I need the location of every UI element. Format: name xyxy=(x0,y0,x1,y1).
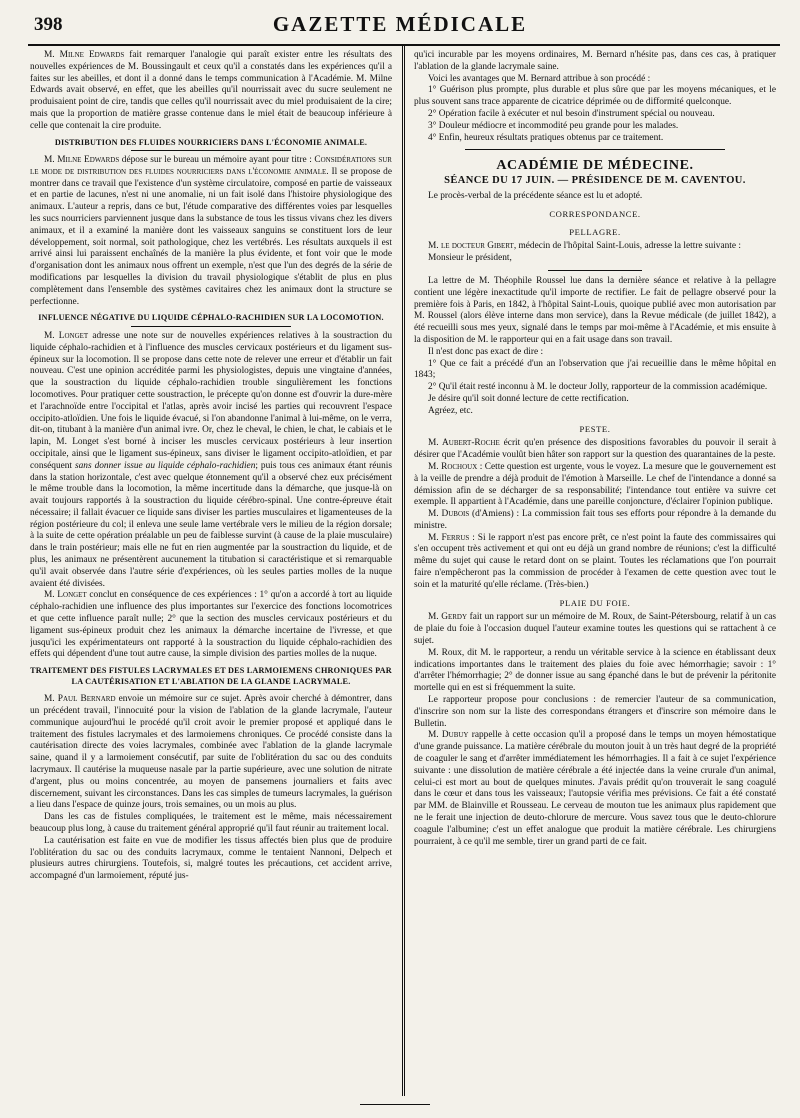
right-column xyxy=(414,50,776,1096)
page-number: 398 xyxy=(34,14,63,35)
subheading-plague: PESTE. xyxy=(579,423,611,434)
paragraph: M. le docteur Gibert, médecin de l'hôpital Saint-Louis, adresse la lettre suivante : xyxy=(428,241,741,252)
paragraph: La lettre de M. Théophile Roussel lue dans la dernière séance et relative à la pellagre contient une légère inexactitude qu'il importe de rectifier. Le fait de pellagre observé pour la première fois à Paris, en 1842, à l'hôpital Saint-Louis, quoique publié avec mon autorisation par M. Roussel (alors élève interne dans mon service), dans la Revue médicale (de juillet 1842), a été recueilli sous mes yeux, signalé dans le temps par moi-même à l'Académie, et mis ensuite à la disposition de M. le rapporteur qui en a fait usage dans son travail. xyxy=(414,275,776,345)
paragraph: Voici les avantages que M. Bernard attribue à son procédé : xyxy=(428,73,651,84)
paragraph: M. Longet adresse une note sur de nouvelles expériences relatives à la soustraction du liquide céphalo-rachidien et à l'influence des muscles cervicaux postérieurs et du ligament sus-épineux sur la locomotion. Il se propose dans cette note de relever une erreur et d'établir un fait nouveau. C'est une opinion accréditée parmi les physiologistes, depuis une vingtaine d'années, que la soustraction du liquide céphalo-rachidien trouble singulièrement les fonctions locomotives. Pour pratiquer cette soustraction, le précepte qu'on donne est d'ouvrir la dure-mère et l'arachnoïde entre l'occipital et l'atlas, après avoir incisé les parties qui recouvrent l'espace occipito-atloïdien. Une fois le liquide évacué, si l'on abandonne l'animal à lui-même, on le verra, dit-on, titubant à la manière d'un animal ivre. Or, chez le cheval, le chien, le chat, le cabiais et le lapin, M. Longet s'est borné à inciser les muscles cervicaux postérieurs à leur insertion occipitale, ainsi que le ligament sus-épineux, sans diviser le ligament occipito-atloïdien, et par conséquent sans donner issue au liquide céphalo-rachidien; puis tous ces animaux étant réunis dans la station horizontale, c'est avec quelque étonnement qu'il a observé chez eux précisément le même trouble dans la locomotion, la même incertitude dans la démarche, que jusque-là on avait toujours rapportés à la soustraction du liquide cérébro-spinal. Une contre-épreuve était nécessaire; il fallait évacuer ce liquide sans diviser les parties musculaires et ligamenteuses de la région postérieure du col; il enleva une seule lame vertébrale vers le milieu de la région dorsale; à la suite de cette opération préalable un peu de faiblesse survint (à cause de la plaie musculaire) dans le train postérieur; mais elle ne fut en rien augmentée par la soustraction du liquide, et de plus, les animaux ne présentèrent aucunement la titubation si caractéristique et si remarquable qu'il avait observée dans l'autre série d'expériences, où les seules parties molles de la nuque avaient été divisées. xyxy=(30,330,392,589)
section-heading: INFLUENCE NÉGATIVE DU LIQUIDE CÉPHALO-RACHIDIEN SUR LA LOCOMOTION. xyxy=(30,313,392,327)
subheading-pellagra: PELLAGRE. xyxy=(569,226,621,237)
advantages-list xyxy=(414,85,776,144)
list-item: 4° Enfin, heureux résultats pratiques obtenus par ce traitement. xyxy=(428,132,664,143)
subheading-correspondence: CORRESPONDANCE. xyxy=(549,208,641,219)
journal-title: GAZETTE MÉDICALE xyxy=(272,12,528,36)
list-item: 3° Douleur médiocre et incommodité peu grande pour les malades. xyxy=(428,120,679,131)
heading-underline xyxy=(131,150,290,151)
session-title: SÉANCE DU 17 JUIN. — PRÉSIDENCE DE M. CAVENTOU. xyxy=(444,175,746,187)
paragraph: qu'ici incurable par les moyens ordinaires, M. Bernard n'hésite pas, dans ces cas, à pratiquer l'ablation de la glande lacrymale saine. xyxy=(414,50,776,72)
paragraph: Agréez, etc. xyxy=(428,405,473,416)
heading-underline xyxy=(131,689,290,690)
paragraph: Dans les cas de fistules compliquées, le traitement est le même, mais nécessairement beaucoup plus long, à cause du traitement général approprié qu'il faut réunir au traitement local. xyxy=(30,812,392,835)
section-heading: TRAITEMENT DES FISTULES LACRYMALES ET DES LARMOIEMENS CHRONIQUES PAR LA CAUTÉRISATION ET L'ABLATION DE LA GLANDE LACRYMALE. xyxy=(30,666,392,690)
paragraph: Le procès-verbal de la précédente séance est lu et adopté. xyxy=(428,190,643,201)
paragraph: M. Gerdy fait un rapport sur un mémoire de M. Roux, de Saint-Pétersbourg, relatif à un cas de plaie du foie à l'occasion duquel l'auteur examine toutes les questions qui se rattachent à ce sujet. xyxy=(414,612,776,647)
paragraph: M. Milne Edwards fait remarquer l'analogie qui paraît exister entre les résultats des nouvelles expériences de M. Boussingault et ceux qu'il a constatés dans les expériences qu'il a faites sur les abeilles, et dont il a donné dans le temps communication à l'Académie. M. Milne Edwards avait observé, en effet, que les abeilles qu'il nourrissait avec du sucre seulement ne produisaient point de cire, tandis que celles qu'il nourrissait avec du miel produisaient de la cire; mais que la proportion de matière grasse contenue dans le miel était de beaucoup inférieure à celle que contenait la cire produite. xyxy=(30,50,392,131)
column-separator xyxy=(402,46,405,1096)
paragraph: Le rapporteur propose pour conclusions : de remercier l'auteur de sa communication, d'inscrire son nom sur la liste des correspondans étrangers et d'inscrire son mémoire dans le Bulletin. xyxy=(414,695,776,729)
paragraph: 2° Qu'il était resté inconnu à M. le docteur Jolly, rapporteur de la commission académique. xyxy=(428,382,768,393)
section-heading: DISTRIBUTION DES FLUIDES NOURRICIERS DANS L'ÉCONOMIE ANIMALE. xyxy=(30,138,392,152)
left-column xyxy=(30,50,392,1096)
section-divider xyxy=(465,149,726,150)
subheading-liver-wound: PLAIE DU FOIE. xyxy=(559,597,631,608)
paragraph: Je désire qu'il soit donné lecture de cette rectification. xyxy=(428,393,629,404)
heading-underline xyxy=(131,326,290,327)
paragraph: M. Dubois (d'Amiens) : La commission fait tous ses efforts pour répondre à la demande du ministre. xyxy=(414,509,776,531)
list-item: 2° Opération facile à exécuter et nul besoin d'instrument spécial ou nouveau. xyxy=(428,108,715,119)
footer-rule xyxy=(360,1104,430,1105)
paragraph: M. Aubert-Roche écrit qu'en présence des dispositions favorables du pouvoir il serait à désirer que l'Académie voulût bien hâter son rapport sur la question des quarantaines de la peste. xyxy=(414,438,776,461)
paragraph: M. Ferrus : Si le rapport n'est pas encore prêt, ce n'est point la faute des commissaires qui s'en occupent très activement et qui ont eu déjà un grand nombre de réunions; c'est la difficulté même du sujet qui cause le retard dont on se plaint. Toutes les réclamations que l'on pourrait faire n'empêcheront pas la commission de procéder à l'examen de cette question avec tout le soin et la maturité qu'elle réclame. (Très-bien.) xyxy=(414,532,776,590)
paragraph: Il n'est donc pas exact de dire : xyxy=(428,346,544,357)
paragraph: M. Paul Bernard envoie un mémoire sur ce sujet. Après avoir cherché à démontrer, dans un précédent travail, l'innocuité pour la vision de l'ablation de la glande lacrymale, l'auteur communique aujourd'hui le procédé qu'il croit avoir le premier proposé et appliqué dans le traitement des fistules lacrymales et des larmoiemens chroniques. Ce procédé consiste dans la cautérisation directe des voies lacrymales, combinée avec l'ablation de la glande lacrymale saine, quand il y a larmoiement consécutif, par suite de l'oblitération du sac ou des conduits lacrymaux. Il cautérise la muqueuse nasale par la partie supérieure, avec une solution de nitrate d'argent, plus ou moins concentrée, au moyen de pansemens journaliers et faits avec discernement, suivant les circonstances. Dans les cas simples de tumeurs lacrymales, la guérison a lieu dans l'espace de quinze jours, trois semaines, ou un mois au plus. xyxy=(30,694,392,811)
paragraph: La cautérisation est faite en vue de modifier les tissus affectés bien plus que de produire l'oblitération du sac ou des conduits lacrymaux, comme le tentaient Nannoni, Delpech et plusieurs autres chirurgiens. Toutefois, si, malgré toutes les précautions, cet accident arrive, accompagné d'un larmoiement, réputé jus- xyxy=(30,835,392,882)
paragraph: M. Milne Edwards dépose sur le bureau un mémoire ayant pour titre : Considérations sur le mode de distribution des fluides nourriciers dans l'économie animale. Il se propose de montrer dans ce travail que l'existence d'un système circulatoire, composé en partie de vaisseaux et en partie de lacunes, n'est ni une anomalie, ni un fait isolé dans l'histoire physiologique des animaux. L'auteur a repris, dans ce but, l'étude comparative des différentes voies par lesquelles les sucs nourriciers parviennent jusque dans la substance de tous les tissus vivans chez les divers animaux, et il a examiné la manière dont les vaisseaux sanguins se constituent lors de leur développement, soit normal, soit pathologique, chez les vertébrés. Les résultats auxquels il est arrivé ainsi lui paraissent enchaînés de la manière la plus évidente, et font voir que le mode d'organisation dont les animaux nous offrent un exemple, n'est que l'un des degrés de la série de modifications par lesquelles la division du travail physiologique s'établit de plus en plus complètement dans l'ensemble des systèmes cavitaires chez les animaux dont la structure se perfectionne. xyxy=(30,155,392,307)
divider xyxy=(548,270,642,271)
author-name: M. Milne Edwards xyxy=(44,50,125,60)
memoir-title: Considérations sur le mode de distribution des fluides nourriciers dans l'économie animale. xyxy=(30,155,392,177)
academy-title: ACADÉMIE DE MÉDECINE. xyxy=(496,158,694,174)
paragraph: M. Longet conclut en conséquence de ces expériences : 1° qu'on a accordé à tort au liquide céphalo-rachidien une influence des plus importantes sur l'exercice des fonctions locomotrices et que cette influence paraît nulle; 2° que la section des muscles cervicaux postérieurs et du ligament sus-épineux produit chez les animaux la démarche incertaine de l'ivresse, et que jusqu'ici les expérimentateurs ont rapporté à la soustraction du liquide céphalo-rachidien des effets qui dépendent d'une tout autre cause, la simple division des parties molles de la nuque. xyxy=(30,590,392,660)
paragraph: M. Roux, dit M. le rapporteur, a rendu un véritable service à la science en établissant deux indications importantes dans le traitement des plaies du foie avec hémorrhagie; savoir : 1° d'arrêter l'hémorrhagie; 2° de donner issue au sang épanché dans le but de prévenir la péritonite mortelle qui en est si fréquemment la suite. xyxy=(414,647,776,694)
paragraph: M. Rochoux : Cette question est urgente, vous le voyez. La mesure que le gouvernement est à la veille de prendre a déjà produit de l'émotion à Marseille. Le chef de l'intendance a donné sa démission afin de se décharger de sa responsabilité; l'intendance tout entière va suivre cet exemple. Il appartient à l'Académie, dans une pareille conjoncture, d'éclairer l'opinion publique. xyxy=(414,461,776,508)
paragraph: M. Dubuy rappelle à cette occasion qu'il a proposé dans le temps un moyen hémostatique d'une grande puissance. La matière cérébrale du mouton jouit à un très haut degré de la propriété de coaguler le sang et d'arrêter immédiatement les hémorrhagies. Il a fait à ce sujet l'expérience suivante : une dissolution de matière cérébrale a été injectée dans la veine crurale d'un animal, celui-ci est mort au bout de quelques minutes. J'avais prédit qu'on trouverait le sang coagulé dans le cœur et dans tous les vaisseaux; l'autopsie vérifia mes prévisions. Ce fait a été constaté par MM. de Blainville et Rousseau. Le cerveau de mouton tue les animaux plus rapidement que ne le ferait une injection de deuto-chlorure de mercure. Vous savez tous que le deuto-chlorure coagule l'albumine; c'est un effet analogue que produit la matière cérébrale. Les chirurgiens pourraient, à ce qu'il me semble, tirer un grand parti de ce fait. xyxy=(414,730,776,847)
salutation: Monsieur le président, xyxy=(428,253,512,264)
list-item: 1° Guérison plus prompte, plus durable et plus sûre que par les moyens mécaniques, et le plus souvent sans trace apparente de cicatrice déprimée ou de difformité quelconque. xyxy=(414,85,776,108)
paragraph: 1° Que ce fait a précédé d'un an l'observation que j'ai recueillie dans le même hôpital en 1843; xyxy=(414,358,776,381)
